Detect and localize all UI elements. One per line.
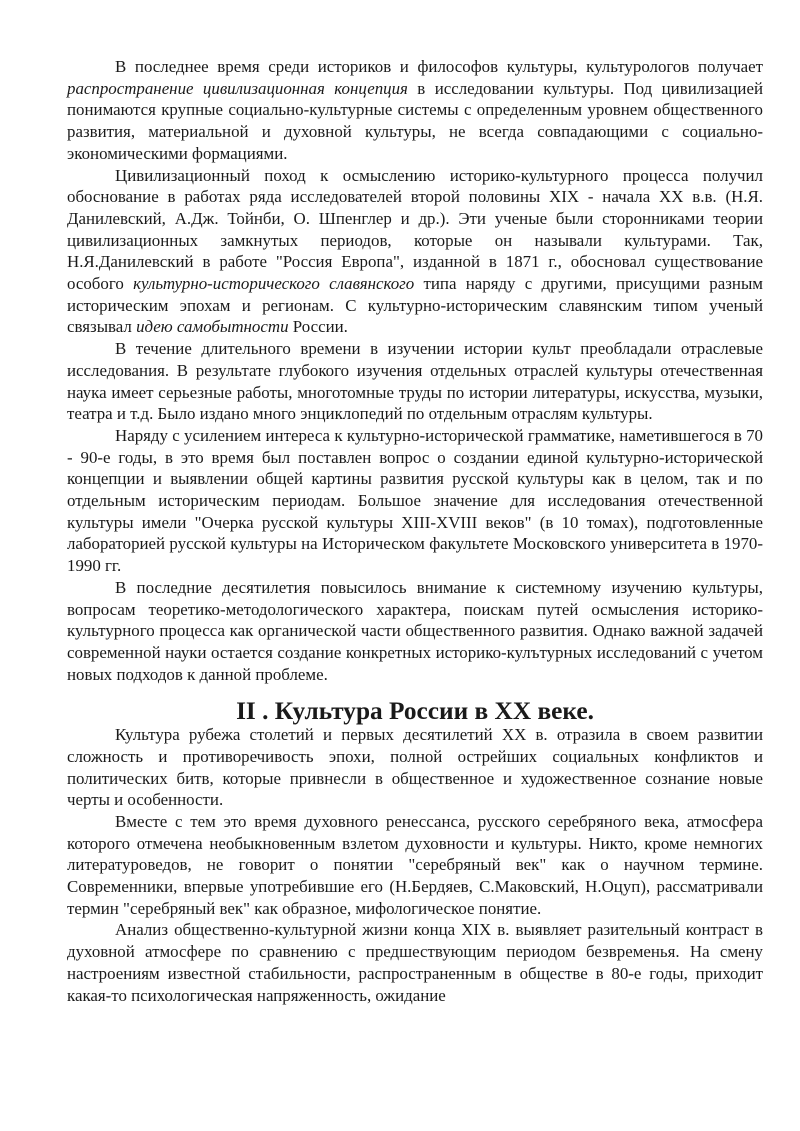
text-run: Вместе с тем это время духовного ренессанса, русского серебряного века, атмосфера которого отмечена необыкновенным взлетом духовности и культуры. Никто, кроме немногих литературоведов, не говорит о понятии "серебряный век" как о научном термине. Современники, впервые употребившие его (Н.Бердяев, С.Маковский, Н.Оцуп), рассматривали термин "серебряный век" как образное, мифологическое понятие.	[67, 811, 763, 918]
paragraph	[67, 724, 763, 811]
paragraph	[67, 425, 763, 577]
text-run: В течение длительного времени в изучении истории культ преобладали отраслевые исследования. В результате глубокого изучения отдельных отраслей культуры отечественная наука имеет серьезные работы, многотомные труды по истории литературы, искусства, музыки, театра и т.д. Было издано много энциклопедий по отдельным отраслям культуры.	[67, 339, 763, 424]
text-run: В последнее время среди историков и философов культуры, культурологов получает	[115, 57, 763, 76]
text-run: России.	[288, 317, 348, 337]
intro-section	[67, 56, 763, 685]
paragraph	[67, 338, 763, 425]
emphasis-text: идею самобытности	[136, 317, 289, 337]
paragraph	[67, 811, 763, 920]
text-run: В последние десятилетия повысилось внимание к системному изучению культуры, вопросам теоретико-методологического характера, поискам путей осмысления историко-культурного процесса как органической части общественного развития. Однако важной задачей современной науки остается создание конкретных историко-кулътурных исследований с учетом новых подходов к данной проблеме.	[67, 577, 763, 684]
emphasis-text: распространение цивилизационная концепция	[67, 78, 408, 98]
text-run: Наряду с усилением интереса к культурно-исторической грамматике, наметившегося в 70 - 90-е годы, в это время был поставлен вопрос о создании единой культурно-исторической концепции и выявлении общей картины развития русской культуры как в целом, так и по отдельным историческим периодам. Большое значение для исследования отечественной культуры имели "Очерка русской культуры XIII-XVIII веков" (в 10 томах), подготовленные лабораторией русской культуры на Историческом факультете Московского университета в 1970-1990 гг.	[67, 425, 763, 576]
text-run: типа наряду с другими, присущими разным историческим эпохам и регионам. С культурно-историческим славянским типом ученый связывал	[67, 274, 763, 337]
text-run: Анализ общественно-культурной жизни конца XIX в. выявляет разительный контраст в духовной атмосфере по сравнению с предшествующим периодом безвременья. На смену настроениям известной стабильности, распространенным в обществе в 80-е годы, приходит какая-то психологическая напряженность, ожидание	[67, 920, 763, 1005]
paragraph	[67, 165, 763, 339]
text-run: Культура рубежа столетий и первых десятилетий XX в. отразила в своем развитии сложность и противоречивость эпохи, полной острейших социальных конфликтов и политических битв, которые привнесли в общественное и художественное сознание новые черты и особенности.	[67, 725, 763, 810]
text-run: Цивилизационный поход к осмыслению историко-культурного процесса получил обоснование в работах ряда исследователей второй половины XIX - начала XX в.в. (Н.Я. Данилевский, А.Дж. Тойнби, О. Шпенглер и др.). Эти ученые были сторонниками теории цивилизационных замкнутых периодов, которые он называли культурами. Так, Н.Я.Данилевский в работе "Россия Европа", изданной в 1871 г., обосновал существование особого	[67, 165, 763, 294]
paragraph	[67, 56, 763, 165]
section-heading: II . Культура России в XX веке.	[236, 697, 594, 726]
emphasis-text: культурно-исторического славянского	[133, 274, 415, 294]
paragraph	[67, 919, 763, 1006]
text-run: в исследовании культуры. Под цивилизацией понимаются крупные социально-культурные системы с определенным уровнем общественного развития, материальной и духовной культуры, не всегда совпадающими с социально-экономическими формациями.	[67, 78, 763, 163]
section-body	[67, 724, 763, 1006]
paragraph	[67, 577, 763, 686]
